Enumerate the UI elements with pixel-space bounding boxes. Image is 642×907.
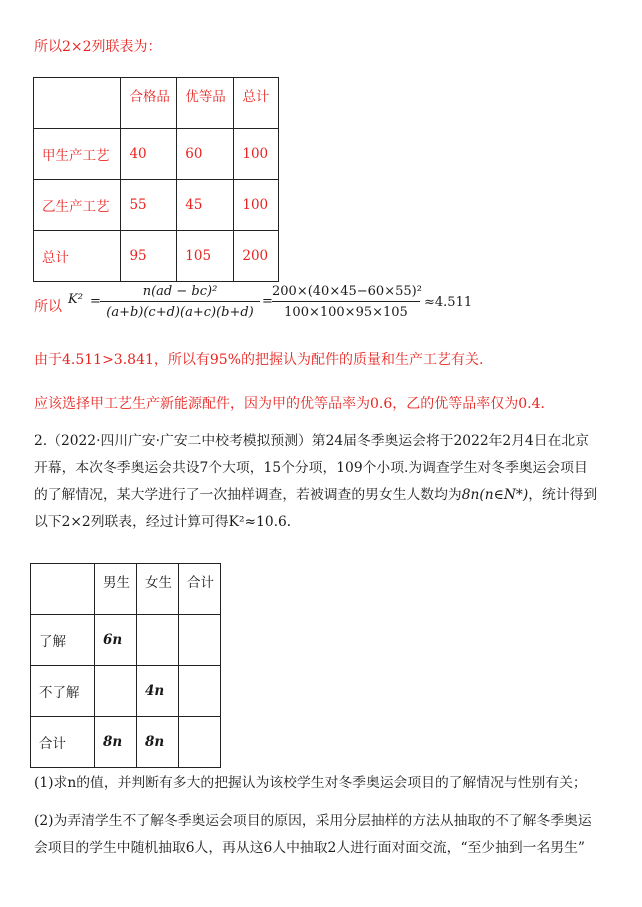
question-2-line: (2)为弄清学生不了解冬季奥运会项目的原因，采用分层抽样的方法从抽取的不了解冬季奥运 [34,813,592,829]
table-header-cell: 女生 [137,564,179,615]
table-header-cell: 优等品 [177,78,234,129]
problem-2-line: 2.（2022·四川广安·广安二中校考模拟预测）第24届冬季奥运会将于2022年2月4日在北京 [34,433,589,449]
contingency-table-1 [33,77,279,282]
table-cell: 合计 [31,717,95,768]
question-2 [34,808,619,862]
formula-prefix: 所以 [34,299,62,315]
problem-2-line: 以下2×2列联表，经过计算可得K²≈10.6． [34,514,301,530]
question-1: (1)求n的值，并判断有多大的把握认为该校学生对冬季奥运会项目的了解情况与性别有关； [34,775,587,791]
table-cell: 乙生产工艺 [34,180,121,231]
table-header-row [31,564,221,615]
table-cell: 100 [234,129,279,180]
table-cell [95,666,137,717]
table-row [31,666,221,717]
table-row [34,180,279,231]
table-cell [179,615,221,666]
problem-2-line [34,482,619,509]
formula-approx: ≈4.511 [424,295,473,310]
problem-2-line: 开幕，本次冬季奥运会共设7个大项，15个分项，109个小项.为调查学生对冬季奥运会项目 [34,460,588,476]
table-cell: 55 [121,180,177,231]
table-cell: 8n [137,717,179,768]
problem-2-text: ，统计得到 [528,487,598,503]
table-row [31,717,221,768]
table-cell: 45 [177,180,234,231]
problem-2-formula: 8n(n∈N*) [461,487,529,503]
formula-denominator-2: 100×100×95×105 [284,305,408,320]
table-cell: 4n [137,666,179,717]
conclusion-line-1: 由于4.511>3.841，所以有95%的把握认为配件的质量和生产工艺有关. [34,352,484,368]
table-header-cell: 总计 [234,78,279,129]
table-cell: 60 [177,129,234,180]
table-header-cell [34,78,121,129]
formula-denominator-1: (a+b)(c+d)(a+c)(b+d) [106,305,254,320]
table-header-cell: 合格品 [121,78,177,129]
table-cell [179,717,221,768]
table-cell: 不了解 [31,666,95,717]
table-cell: 甲生产工艺 [34,129,121,180]
table-header-cell [31,564,95,615]
formula-numerator-2: 200×(40×45−60×55)² [272,284,420,302]
table-cell [137,615,179,666]
conclusion-line-2: 应该选择甲工艺生产新能源配件，因为甲的优等品率为0.6，乙的优等品率仅为0.4． [34,396,555,412]
table-row [31,615,221,666]
table-cell: 200 [234,231,279,282]
formula-numerator-1: n(ad − bc)² [100,284,260,302]
formula-k2: K² [68,292,83,307]
table-cell: 8n [95,717,137,768]
intro-line: 所以2×2列联表为： [34,39,162,55]
table-cell: 105 [177,231,234,282]
table-cell: 95 [121,231,177,282]
table-cell: 100 [234,180,279,231]
table-cell: 6n [95,615,137,666]
contingency-table-2 [30,563,221,768]
problem-2-text: 的了解情况，某大学进行了一次抽样调查，若被调查的男女生人数均为 [34,487,462,503]
table-cell: 40 [121,129,177,180]
formula-equals: = [90,294,101,309]
question-2-line: 会项目的学生中随机抽取6人，再从这6人中抽取2人进行面对面交流，“至少抽到一名男生” [34,840,585,856]
table-header-cell: 男生 [95,564,137,615]
table-header-row [34,78,279,129]
table-row [34,129,279,180]
table-cell [179,666,221,717]
problem-2-statement [34,428,619,536]
table-header-cell: 合计 [179,564,221,615]
formula-equals: = [262,294,273,309]
table-row [34,231,279,282]
table-cell: 了解 [31,615,95,666]
table-cell: 总计 [34,231,121,282]
